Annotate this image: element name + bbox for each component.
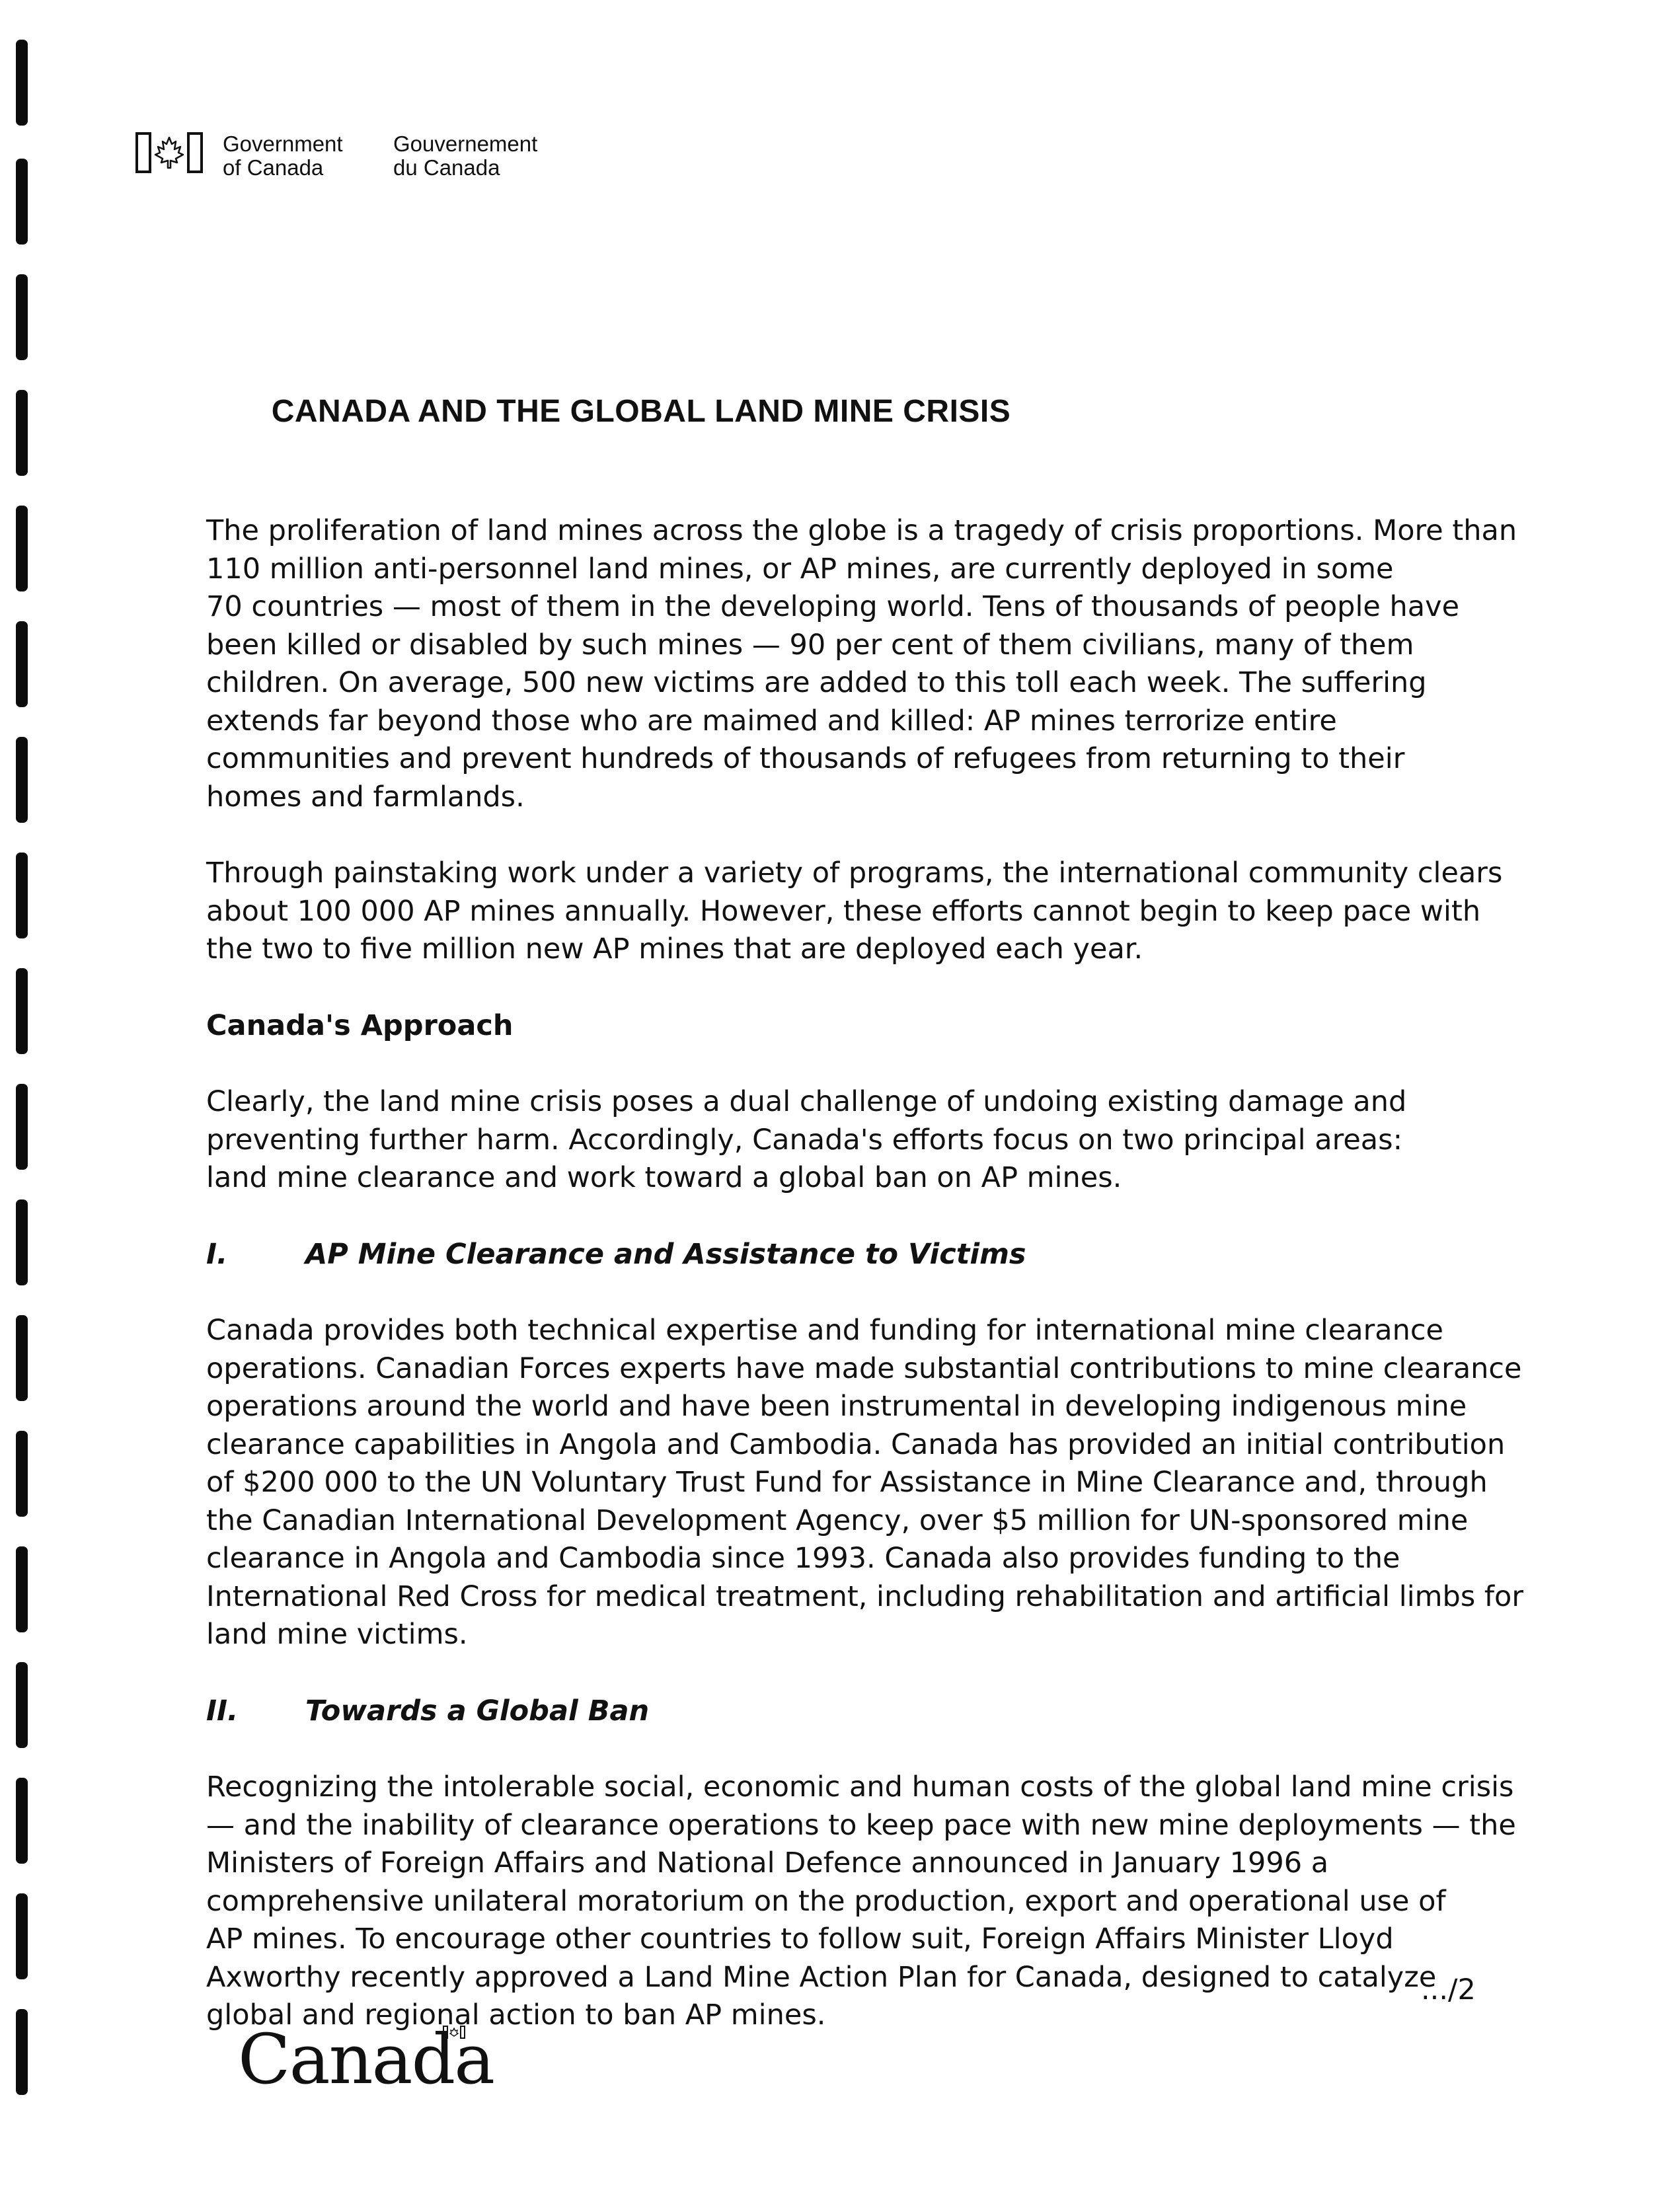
section-title: AP Mine Clearance and Assistance to Victims — [305, 1237, 1026, 1271]
government-header — [135, 132, 565, 180]
text-line: of $200 000 to the UN Voluntary Trust Fund for Assistance in Mine Clearance and, through — [206, 1466, 1488, 1499]
text-line: homes and farmlands. — [206, 780, 525, 814]
paragraph-clearance-rate — [206, 855, 1502, 969]
punch-hole — [16, 506, 28, 591]
government-french — [393, 132, 565, 180]
section-number: II. — [206, 1694, 239, 1728]
text-line: extends far beyond those who are maimed and killed: AP mines terrorize entire — [206, 704, 1337, 738]
binding-holes — [11, 40, 37, 2181]
text-line: the two to five million new AP mines that are deployed each year. — [206, 932, 1143, 966]
paragraph-global-ban — [206, 1769, 1516, 2035]
text-line: — and the inability of clearance operations to keep pace with new mine deployments — the — [206, 1808, 1516, 1842]
text-line: global and regional action to ban AP mines. — [206, 1998, 826, 2032]
text-line: the Canadian International Development Agency, over $5 million for UN-sponsored mine — [206, 1503, 1469, 1537]
text-line: Recognizing the intolerable social, economic and human costs of the global land mine crisis — [206, 1770, 1514, 1804]
maple-leaf-icon — [154, 136, 184, 169]
heading-canadas-approach: Canada's Approach — [206, 1008, 514, 1042]
paragraph-approach — [206, 1083, 1502, 1198]
punch-hole — [16, 1315, 28, 1401]
section-heading-2 — [206, 1693, 1502, 1731]
text-line: land mine victims. — [206, 1618, 468, 1651]
govt-en-line1: Government — [223, 132, 343, 156]
section-title: Towards a Global Ban — [305, 1694, 650, 1728]
page-continuation: .../2 — [1421, 1973, 1476, 2006]
wordmark-flag-icon — [443, 2026, 465, 2039]
text-line: clearance capabilities in Angola and Cambodia. Canada has provided an initial contribution — [206, 1427, 1506, 1461]
punch-hole — [16, 853, 28, 938]
text-line: Clearly, the land mine crisis poses a dual challenge of undoing existing damage and — [206, 1085, 1407, 1118]
punch-hole — [16, 159, 28, 245]
punch-hole — [16, 1431, 28, 1517]
canada-wordmark — [238, 2019, 494, 2100]
punch-hole — [16, 968, 28, 1054]
canada-flag-icon — [135, 132, 203, 173]
text-line: operations around the world and have been instrumental in developing indigenous mine — [206, 1390, 1467, 1423]
punch-hole — [16, 1893, 28, 1979]
paragraph-intro — [206, 512, 1517, 816]
text-line: 110 million anti-personnel land mines, or AP mines, are currently deployed in some — [206, 552, 1394, 586]
text-line: land mine clearance and work toward a global ban on AP mines. — [206, 1161, 1122, 1194]
govt-fr-line2: du Canada — [393, 155, 500, 180]
text-line: AP mines. To encourage other countries to follow suit, Foreign Affairs Minister Lloyd — [206, 1922, 1394, 1956]
document-body — [206, 512, 1524, 2073]
text-line: about 100 000 AP mines annually. However, these efforts cannot begin to keep pace with — [206, 894, 1481, 928]
text-line: clearance in Angola and Cambodia since 1993. Canada also provides funding to the — [206, 1542, 1400, 1575]
punch-hole — [16, 2009, 28, 2095]
govt-fr-line1: Gouvernement — [393, 132, 538, 156]
punch-hole — [16, 1778, 28, 1864]
text-line: operations. Canadian Forces experts have made substantial contributions to mine clearance — [206, 1351, 1522, 1385]
section-heading-1 — [206, 1236, 1502, 1274]
punch-hole — [16, 274, 28, 360]
text-line: 70 countries — most of them in the developing world. Tens of thousands of people have — [206, 590, 1460, 623]
text-line: Through painstaking work under a variety of programs, the international community clears — [206, 856, 1503, 890]
wordmark-text: Canada — [238, 2019, 494, 2100]
text-line: been killed or disabled by such mines — 90 per cent of them civilians, many of them — [206, 628, 1414, 662]
section-number: I. — [206, 1237, 228, 1271]
punch-hole — [16, 621, 28, 707]
text-line: International Red Cross for medical treatment, including rehabilitation and artificial limbs for — [206, 1579, 1524, 1613]
text-line: The proliferation of land mines across the globe is a tragedy of crisis proportions. More than — [206, 514, 1517, 547]
punch-hole — [16, 390, 28, 476]
document-title: CANADA AND THE GLOBAL LAND MINE CRISIS — [271, 394, 1011, 429]
punch-hole — [16, 1662, 28, 1748]
text-line: communities and prevent hundreds of thousands of refugees from returning to their — [206, 742, 1405, 775]
punch-hole — [16, 40, 28, 126]
government-english — [223, 132, 393, 180]
text-line: Axworthy recently approved a Land Mine Action Plan for Canada, designed to catalyze — [206, 1960, 1437, 1994]
text-line: Ministers of Foreign Affairs and National Defence announced in January 1996 a — [206, 1846, 1329, 1880]
punch-hole — [16, 1546, 28, 1632]
punch-hole — [16, 1084, 28, 1170]
text-line: Canada provides both technical expertise and funding for international mine clearance — [206, 1314, 1443, 1347]
text-line: children. On average, 500 new victims are added to this toll each week. The suffering — [206, 666, 1427, 699]
govt-en-line2: of Canada — [223, 155, 324, 180]
text-line: comprehensive unilateral moratorium on the production, export and operational use of — [206, 1884, 1446, 1918]
text-line: preventing further harm. Accordingly, Canada's efforts focus on two principal areas: — [206, 1123, 1403, 1157]
punch-hole — [16, 1199, 28, 1285]
paragraph-clearance — [206, 1312, 1524, 1654]
punch-hole — [16, 737, 28, 823]
